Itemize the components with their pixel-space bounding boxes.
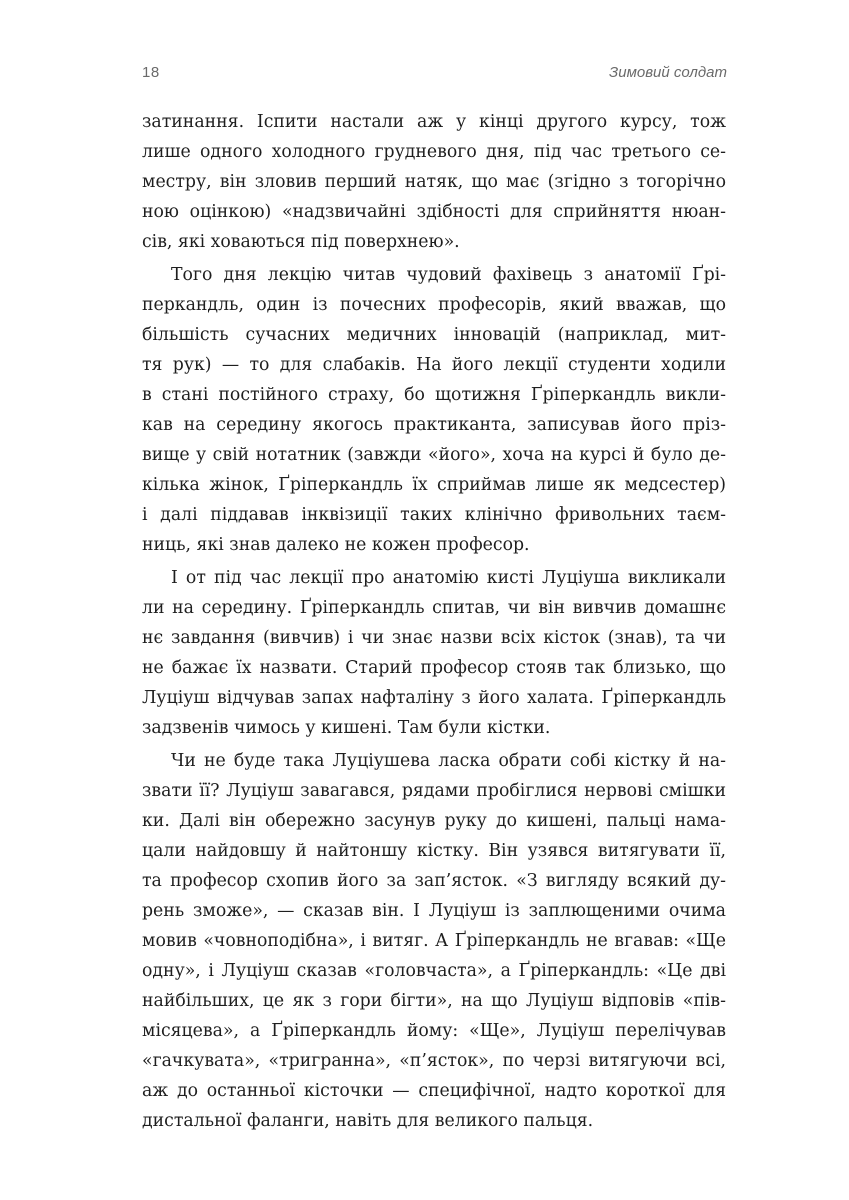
- text-line: ниць, які знав далеко не кожен професор.: [142, 535, 530, 555]
- text-line: местру, він зловив перший натяк, що має (згідно з тогорічно: [142, 172, 726, 192]
- text-line: рень зможе», — сказав він. І Луціуш із заплющеними очима: [142, 901, 726, 921]
- text-line: задзвенів чимось у кишені. Там були кістки.: [142, 718, 551, 738]
- text-line: нє завдання (вивчив) і чи знає назви всіх кісток (знав), та чи: [142, 628, 726, 648]
- paragraph-first-line: І от під час лекції про анатомію кисті Луціуша викликали: [171, 568, 726, 588]
- text-line: затинання. Іспити настали аж у кінці другого курсу, тож: [142, 112, 726, 132]
- page-number: 18: [142, 64, 160, 81]
- text-line: ки. Далі він обережно засунув руку до кишені, пальці нама-: [142, 811, 726, 831]
- text-line: тя рук) — то для слабаків. На його лекції студенти ходили: [142, 355, 726, 375]
- text-line: ли на середину. Ґріперкандль спитав, чи він вивчив домашнє: [142, 598, 726, 618]
- running-title: Зимовий солдат: [609, 64, 727, 81]
- text-line: місяцева», а Ґріперкандль йому: «Ще», Луціуш перелічував: [142, 1021, 726, 1041]
- text-line: та професор схопив його за зап’ясток. «З вигляду всякий ду-: [142, 871, 726, 891]
- text-line: і далі піддавав інквізиції таких клінічно фривольних таєм-: [142, 505, 726, 525]
- text-line: кав на середину якогось практиканта, записував його пріз-: [142, 415, 726, 435]
- text-line: цали найдовшу й найтоншу кістку. Він узявся витягувати її,: [142, 841, 726, 861]
- text-line: кілька жінок, Ґріперкандль їх сприймав лише як медсестер): [142, 475, 726, 495]
- body-text: [142, 107, 726, 1136]
- paragraph-first-line: Чи не буде така Луціушева ласка обрати собі кістку й на-: [171, 751, 726, 771]
- text-line: найбільших, це як з гори бігти», на що Луціуш відповів «пів-: [142, 991, 726, 1011]
- text-line: не бажає їх назвати. Старий професор стояв так близько, що: [142, 658, 726, 678]
- text-line: дистальної фаланги, навіть для великого пальця.: [142, 1111, 594, 1131]
- text-line: більшість сучасних медичних інновацій (наприклад, мит-: [142, 325, 726, 345]
- text-line: Луціуш відчував запах нафталіну з його халата. Ґріперкандль: [142, 688, 726, 708]
- text-line: одну», і Луціуш сказав «головчаста», а Ґріперкандль: «Це дві: [142, 961, 726, 981]
- text-line: сів, які ховаються під поверхнею».: [142, 232, 460, 252]
- text-line: мовив «човноподібна», і витяг. А Ґріперкандль не вгавав: «Ще: [142, 931, 726, 951]
- running-header: [142, 60, 727, 86]
- text-line: вище у свій нотатник (завжди «його», хоча на курсі й було де-: [142, 445, 726, 465]
- text-line: лише одного холодного грудневого дня, під час третього се-: [142, 142, 726, 162]
- text-line: ною оцінкою) «надзвичайні здібності для сприйняття нюан-: [142, 202, 726, 222]
- text-line: аж до останньої кісточки — специфічної, надто короткої для: [142, 1081, 726, 1101]
- text-line: звати її? Луціуш завагався, рядами пробіглися нервові смішки: [142, 781, 726, 801]
- paragraph-first-line: Того дня лекцію читав чудовий фахівець з анатомії Ґрі-: [171, 265, 726, 285]
- text-line: в стані постійного страху, бо щотижня Ґріперкандль викли-: [142, 385, 726, 405]
- text-line: перкандль, один із почесних професорів, який вважав, що: [142, 295, 726, 315]
- text-line: «гачкувата», «тригранна», «п’ясток», по черзі витягуючи всі,: [142, 1051, 726, 1071]
